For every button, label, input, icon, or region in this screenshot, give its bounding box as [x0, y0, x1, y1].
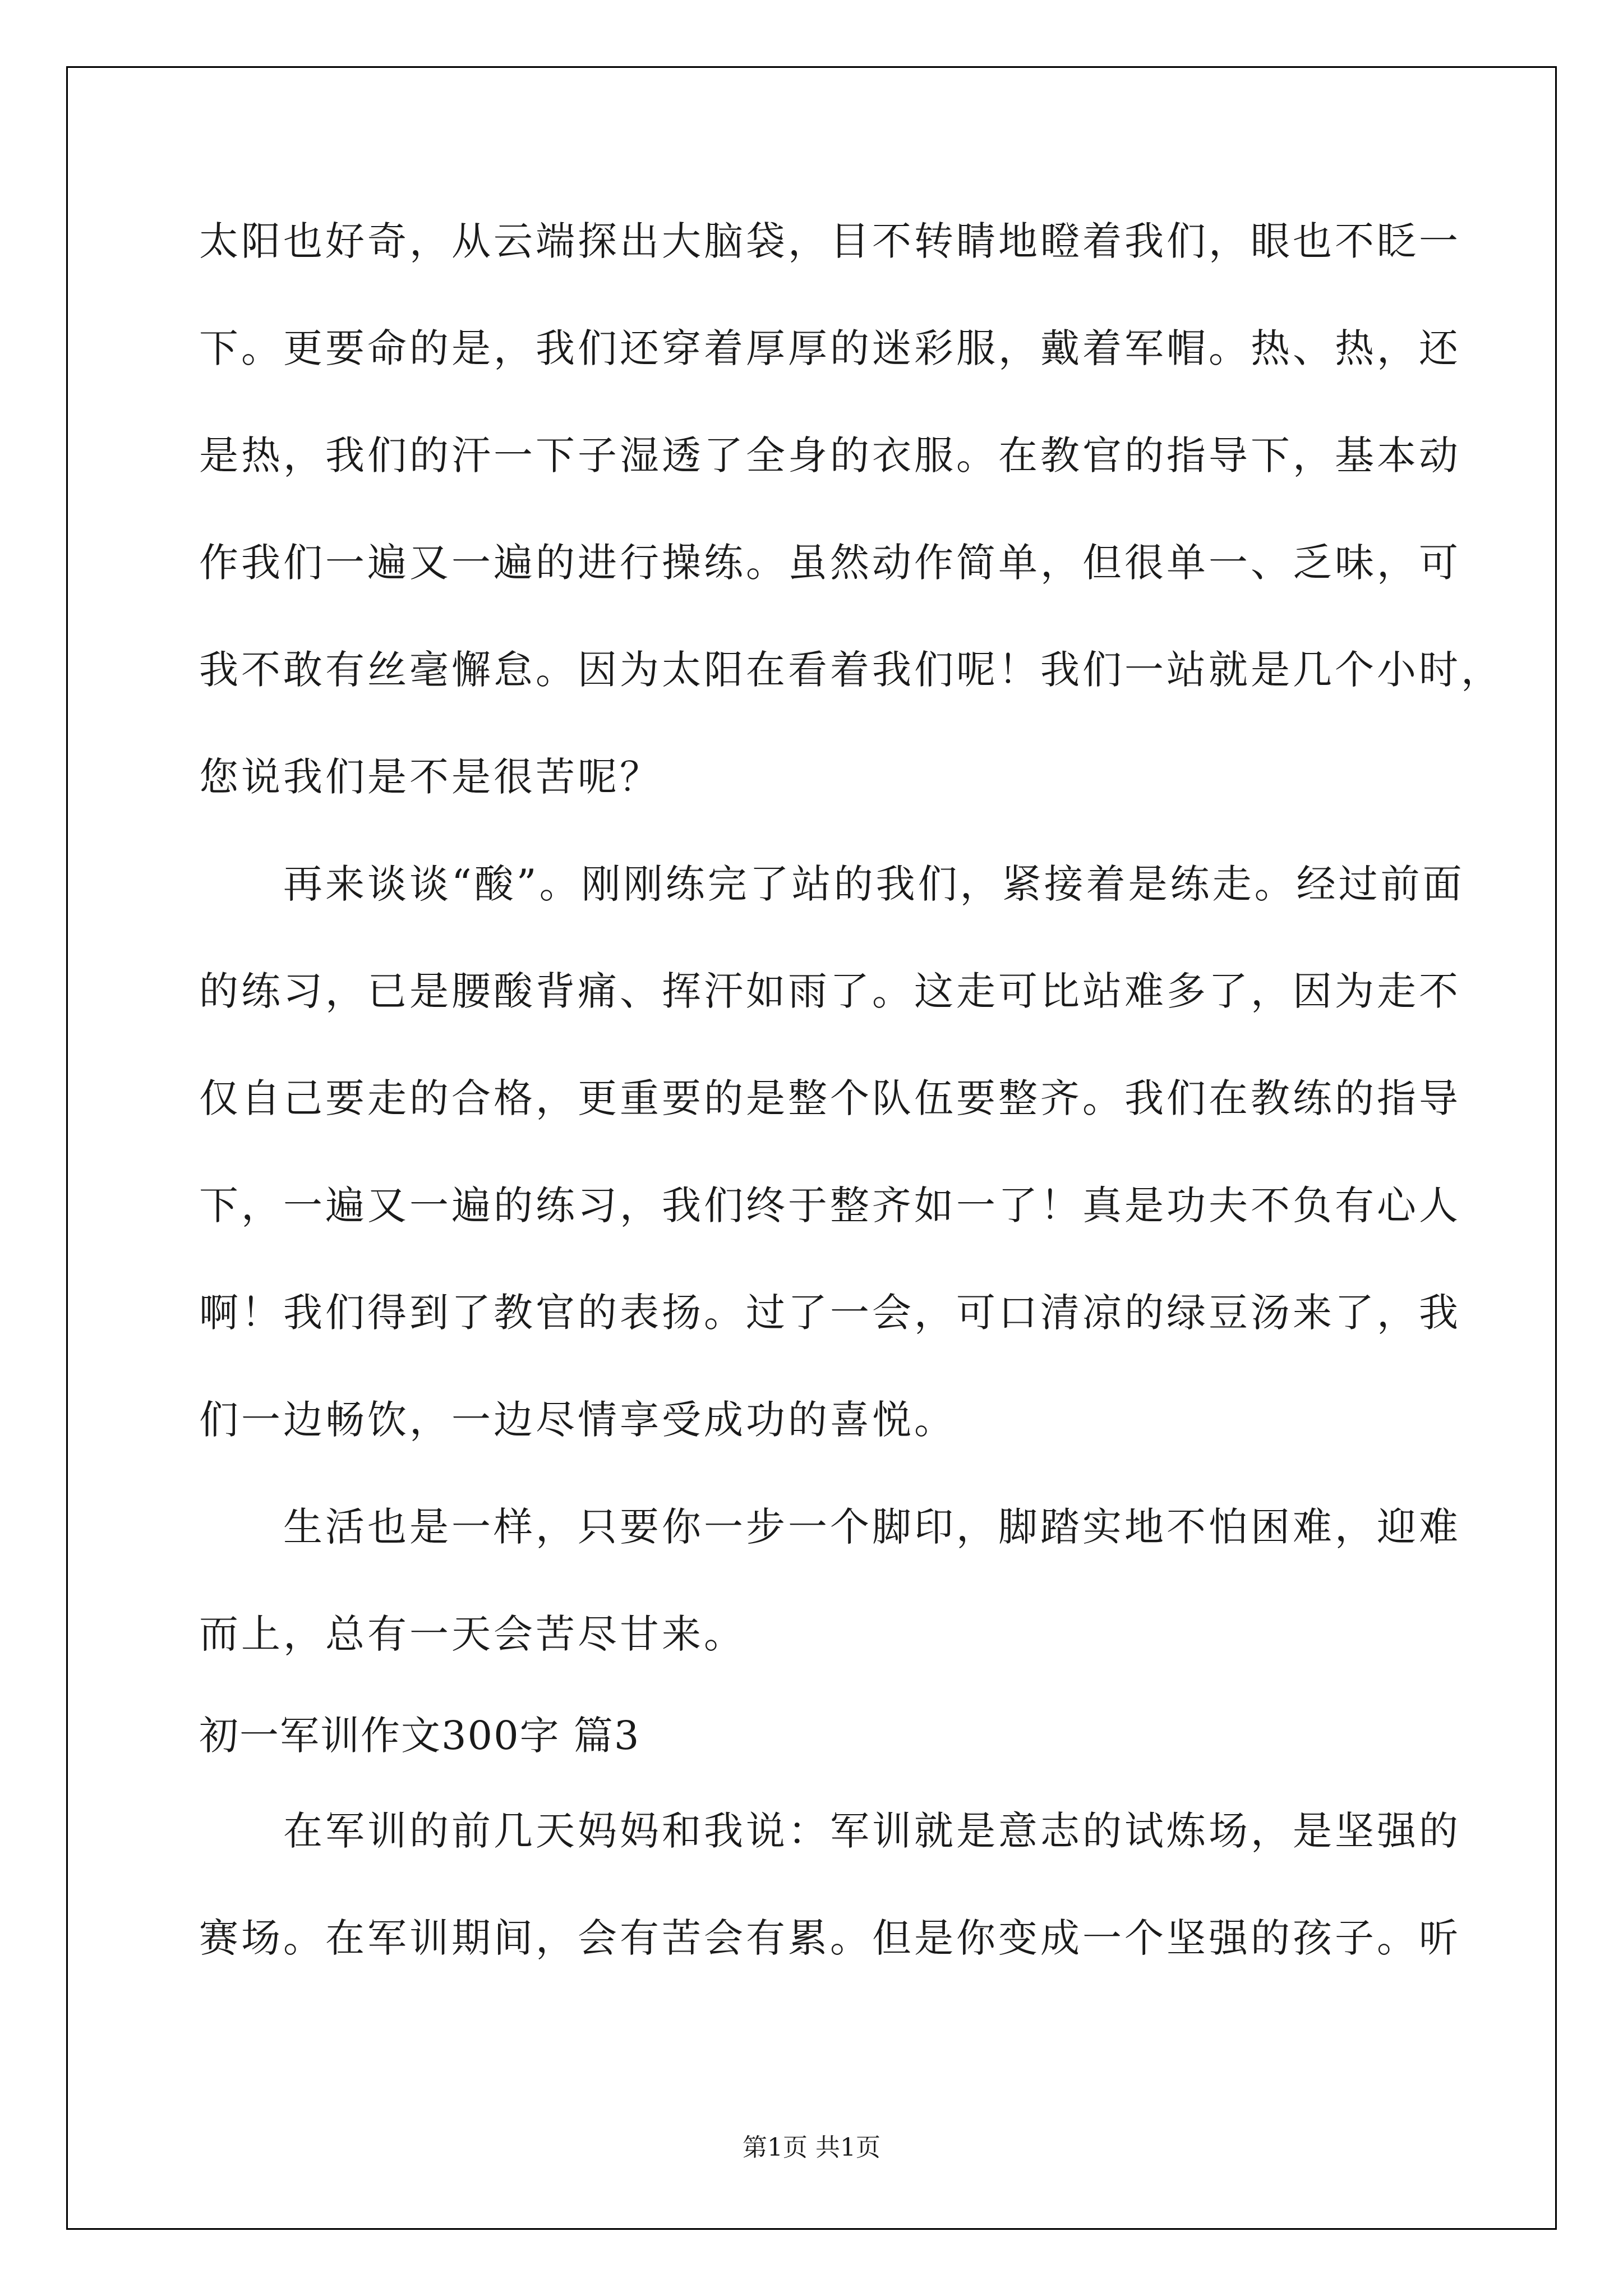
text-line: 仅自己要走的合格，更重要的是整个队伍要整齐。我们在教练的指导	[199, 1075, 1461, 1121]
text-line: 的练习，已是腰酸背痛、挥汗如雨了。这走可比站难多了，因为走不	[199, 968, 1461, 1014]
document-body	[199, 208, 1503, 2012]
text-line: 您说我们是不是很苦呢？	[199, 754, 662, 800]
text-line: 下。更要命的是，我们还穿着厚厚的迷彩服，戴着军帽。热、热，还	[199, 325, 1461, 371]
text-line: 下，一遍又一遍的练习，我们终于整齐如一了！真是功夫不负有心人	[199, 1182, 1461, 1228]
text-line: 生活也是一样，只要你一步一个脚印，脚踏实地不怕困难，迎难	[283, 1504, 1461, 1550]
text-line: 我不敢有丝毫懈怠。因为太阳在看着我们呢！我们一站就是几个小时，	[199, 647, 1503, 693]
text-line: 赛场。在军训期间，会有苦会有累。但是你变成一个坚强的孩子。听	[199, 1915, 1461, 1961]
text-line: 在军训的前几天妈妈和我说：军训就是意志的试炼场，是坚强的	[283, 1808, 1461, 1854]
text-line: 再来谈谈“酸”。刚刚练完了站的我们，紧接着是练走。经过前面	[283, 861, 1465, 907]
text-line: 是热，我们的汗一下子湿透了全身的衣服。在教官的指导下，基本动	[199, 432, 1461, 478]
text-line: 太阳也好奇，从云端探出大脑袋，目不转睛地瞪着我们，眼也不眨一	[199, 218, 1461, 264]
text-line: 作我们一遍又一遍的进行操练。虽然动作简单，但很单一、乏味，可	[199, 540, 1461, 586]
text-line: 们一边畅饮，一边尽情享受成功的喜悦。	[199, 1397, 956, 1443]
text-line: 而上，总有一天会苦尽甘来。	[199, 1611, 746, 1657]
page-footer: 第1页 共1页	[743, 2133, 880, 2162]
text-line: 啊！我们得到了教官的表扬。过了一会，可口清凉的绿豆汤来了，我	[199, 1290, 1461, 1336]
section-heading: 初一军训作文300字 篇3	[199, 1713, 640, 1759]
